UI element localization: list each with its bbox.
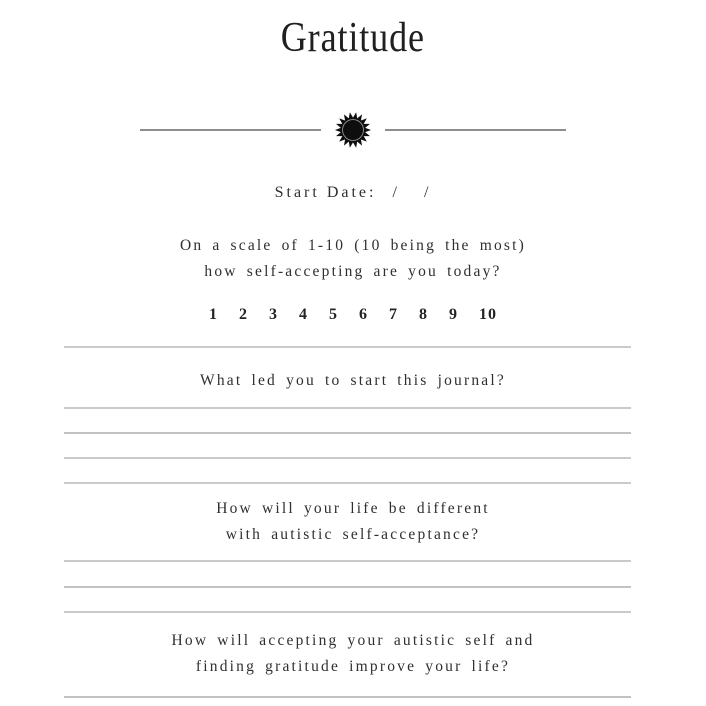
rating-option-4[interactable]: 4 (299, 306, 308, 323)
ruled-line (64, 346, 631, 348)
rating-option-2[interactable]: 2 (239, 306, 248, 323)
answer-line (64, 407, 631, 409)
answer-line (64, 457, 631, 459)
sun-icon (334, 111, 372, 149)
divider-line-left (140, 129, 321, 131)
start-date-field (0, 184, 706, 202)
divider-line-right (385, 129, 566, 131)
question-3 (0, 628, 706, 680)
question-2 (0, 496, 706, 548)
answer-line (64, 432, 631, 434)
rating-option-10[interactable]: 10 (479, 306, 497, 323)
question-2-line1: How will your life be different (216, 500, 490, 517)
question-3-line2: finding gratitude improve your life? (195, 658, 511, 675)
rating-scale (0, 306, 706, 324)
date-separator-1: / (392, 184, 400, 201)
scale-question-line2: how self-accepting are you today? (204, 263, 502, 280)
answer-line (64, 482, 631, 484)
question-3-line1: How will accepting your autistic self and (171, 632, 535, 649)
ornamental-divider (0, 111, 706, 149)
date-separator-2: / (423, 184, 432, 201)
rating-option-3[interactable]: 3 (269, 306, 278, 323)
answer-line (64, 611, 631, 613)
scale-question (0, 233, 706, 285)
page-title (0, 14, 706, 62)
rating-option-1[interactable]: 1 (209, 306, 218, 323)
page-title-text: Gratitude (280, 15, 426, 61)
scale-question-line1: On a scale of 1-10 (10 being the most) (179, 237, 527, 254)
question-1-text: What led you to start this journal? (200, 372, 506, 389)
start-date-label: Start Date: (274, 184, 377, 201)
rating-option-7[interactable]: 7 (389, 306, 398, 323)
answer-line (64, 586, 631, 588)
question-1 (0, 368, 706, 394)
answer-line (64, 696, 631, 698)
rating-option-6[interactable]: 6 (359, 306, 368, 323)
rating-option-5[interactable]: 5 (329, 306, 338, 323)
answer-line (64, 560, 631, 562)
rating-option-9[interactable]: 9 (449, 306, 458, 323)
rating-option-8[interactable]: 8 (419, 306, 428, 323)
question-2-line2: with autistic self-acceptance? (225, 526, 481, 543)
